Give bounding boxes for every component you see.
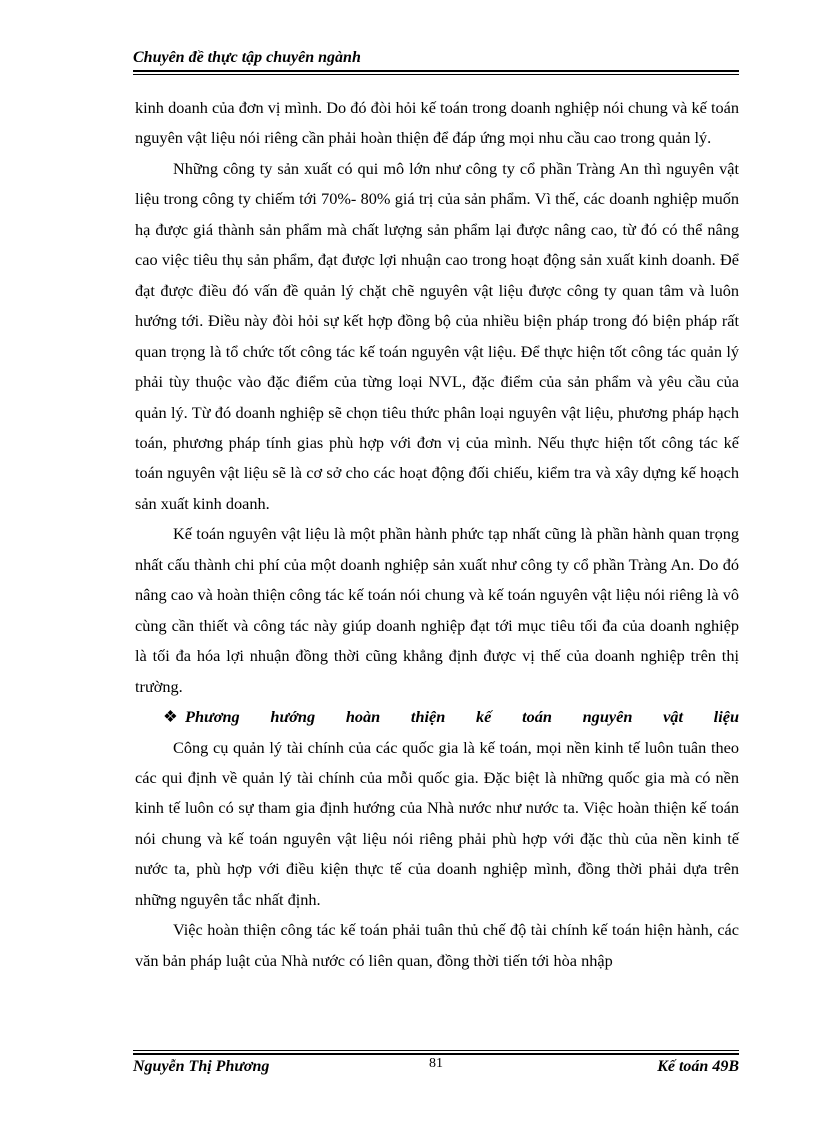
page-number: 81 — [429, 1056, 443, 1071]
paragraph-3: Kế toán nguyên vật liệu là một phần hành phức tạp nhất cũng là phần hành quan trọng nhất cấu thành chi phí của một doanh nghiệp sản xuất như công ty cổ phần Tràng An. Do đó nâng cao và hoàn thiện công tác kế toán nói chung và kế toán nguyên vật liệu nói riêng là vô cùng cần thiết và công tác này giúp doanh nghiệp đạt tới mục tiêu tối đa của doanh nghiệp là tối đa hóa lợi nhuận đồng thời cũng khẳng định được vị thế của doanh nghiệp trên thị trường. — [135, 524, 739, 696]
page-header-title: Chuyên đề thực tập chuyên ngành — [133, 49, 361, 66]
footer-rule-thin — [133, 1050, 739, 1051]
document-body — [135, 93, 739, 976]
header-rule — [133, 70, 739, 72]
section-heading — [135, 702, 739, 732]
diamond-bullet-icon: ❖ — [163, 707, 178, 727]
paragraph-2: Những công ty sản xuất có qui mô lớn như công ty cổ phần Tràng An thì nguyên vật liệu trong công ty chiếm tới 70%- 80% giá trị của sản phẩm. Vì thế, các doanh nghiệp muốn hạ được giá thành sản phẩm mà chất lượng sản phẩm lại được nâng cao, từ đó có thể nâng cao việc tiêu thụ sản phẩm, đạt được lợi nhuận cao trong hoạt động sản xuất kinh doanh. Để đạt được điều đó vấn đề quản lý chặt chẽ nguyên vật liệu được công ty quan tâm và luôn hướng tới. Điều này đòi hỏi sự kết hợp đồng bộ của nhiều biện pháp trong đó biện pháp rất quan trọng là tổ chức tốt công tác kế toán nguyên vật liệu. Để thực hiện tốt công tác quản lý phải tùy thuộc vào đặc điểm của từng loại NVL, đặc điểm của sản phẩm và yêu cầu của quản lý. Từ đó doanh nghiệp sẽ chọn tiêu thức phân loại nguyên vật liệu, phương pháp hạch toán, phương pháp tính gias phù hợp với đơn vị của mình. Nếu thực hiện tốt công tác kế toán nguyên vật liệu sẽ là cơ sở cho các hoạt động đối chiếu, kiểm tra và xây dựng kế hoạch sản xuất kinh doanh. — [135, 158, 739, 513]
section-heading-text: Phương hướng hoàn thiện kế toán nguyên vật liệu — [185, 707, 739, 727]
footer-author: Nguyễn Thị Phương — [133, 1058, 270, 1075]
paragraph-4: Công cụ quản lý tài chính của các quốc gia là kế toán, mọi nền kinh tế luôn tuân theo các qui định về quản lý tài chính của mỗi quốc gia. Đặc biệt là những quốc gia mà có nền kinh tế luôn có sự tham gia định hướng của Nhà nước như nước ta. Việc hoàn thiện kế toán nói chung và kế toán nguyên vật liệu nói riêng phải phù hợp với đặc thù của nền kinh tế nước ta, phù hợp với điều kiện thực tế của doanh nghiệp mình, đồng thời phải dựa trên những nguyên tắc nhất định. — [135, 737, 739, 909]
paragraph-1: kinh doanh của đơn vị mình. Do đó đòi hỏi kế toán trong doanh nghiệp nói chung và kế toán nguyên vật liệu nói riêng cần phải hoàn thiện để đáp ứng mọi nhu cầu cao trong quản lý. — [135, 98, 739, 148]
footer-class: Kế toán 49B — [657, 1058, 739, 1075]
header-rule-thin — [133, 74, 739, 75]
paragraph-5: Việc hoàn thiện công tác kế toán phải tuân thủ chế độ tài chính kế toán hiện hành, các văn bản pháp luật của Nhà nước có liên quan, đồng thời tiến tới hòa nhập — [135, 920, 739, 970]
